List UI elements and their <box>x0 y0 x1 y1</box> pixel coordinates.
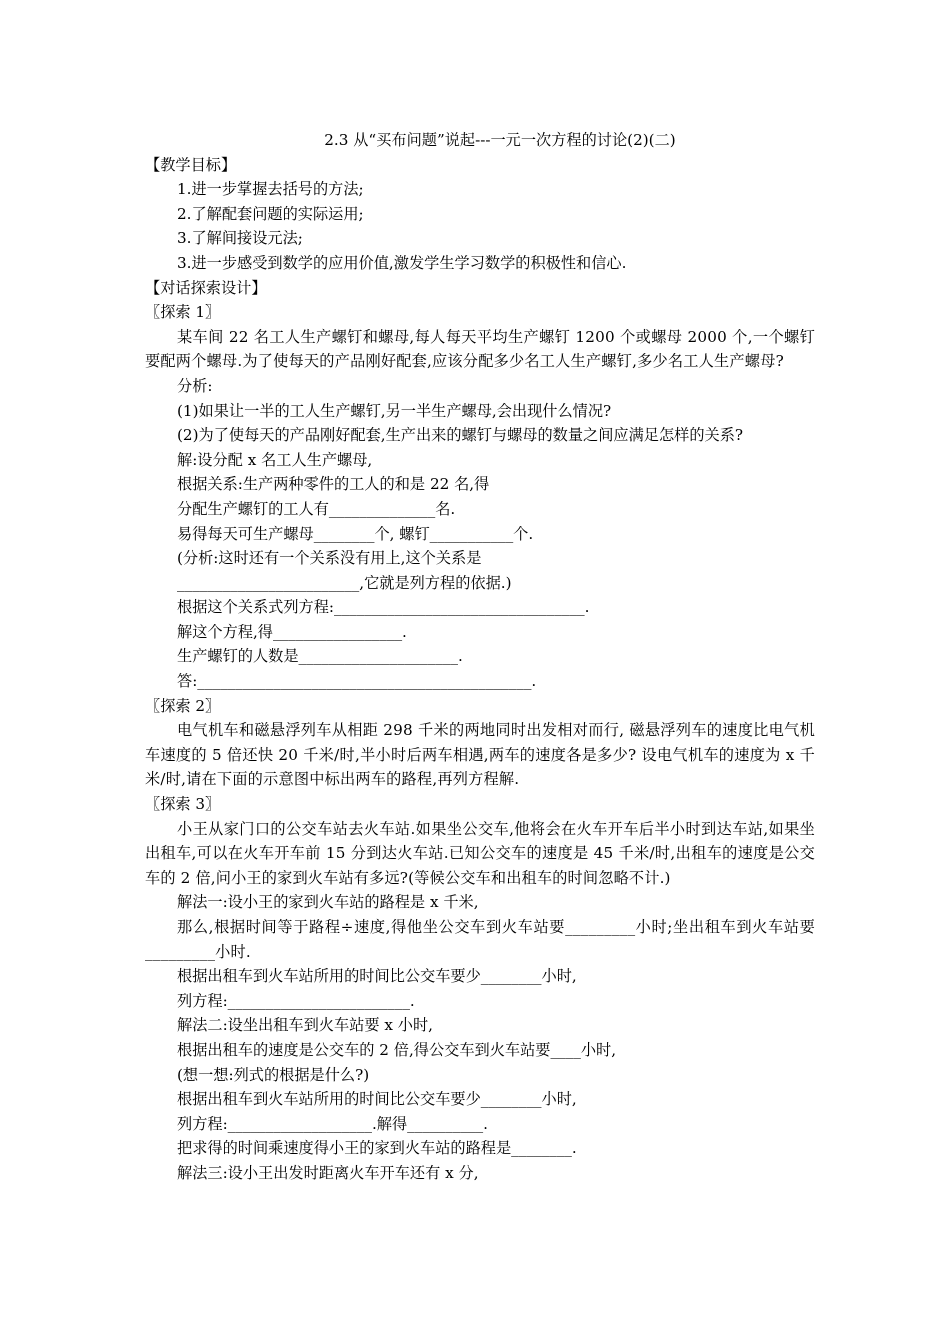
explore-2-label: 〖探索 2〗 <box>145 696 221 715</box>
explore-3-line: 解法二:设坐出租车到火车站要 x 小时, <box>177 1016 433 1035</box>
explore-2-problem: 电气机车和磁悬浮列车从相距 298 千米的两地同时出发相对而行, 磁悬浮列车的速度比电气机车速度的 5 倍还快 20 千米/时,半小时后两车相遇,两车的速度各是多少? 设电气机车的速度为 x 千米/时,请在下面的示意图中标出两车的路程,再列方程解. <box>145 721 815 789</box>
objective-item: 3.了解间接设元法; <box>177 229 303 248</box>
explore-3-label: 〖探索 3〗 <box>145 795 221 814</box>
explore-1-line: 根据关系:生产两种零件的工人的和是 22 名,得 <box>177 475 490 494</box>
explore-3-paragraph: 那么,根据时间等于路程÷速度,得他坐公交车到火车站要_________小时;坐出租车到火车站要_________小时. <box>145 918 815 961</box>
objective-item: 1.进一步掌握去括号的方法; <box>177 180 364 199</box>
explore-1-line: 根据这个关系式列方程:_________________________________. <box>177 598 590 617</box>
explore-1-line: 分析: <box>177 376 213 395</box>
section-heading-objectives: 【教学目标】 <box>145 155 237 174</box>
explore-1-line: 易得每天可生产螺母________个, 螺钉___________个. <box>177 524 534 543</box>
explore-3-line: 解法三:设小王出发时距离火车开车还有 x 分, <box>177 1163 479 1182</box>
explore-3-line: (想一想:列式的根据是什么?) <box>177 1065 370 1084</box>
objective-item: 2.了解配套问题的实际运用; <box>177 204 364 223</box>
explore-3-line: 列方程:___________________.解得__________. <box>177 1114 488 1133</box>
explore-3-line: 根据出租车到火车站所用的时间比公交车要少________小时, <box>177 1090 577 1109</box>
explore-3-line: 解法一:设小王的家到火车站的路程是 x 千米, <box>177 893 479 912</box>
explore-3-problem: 小王从家门口的公交车站去火车站.如果坐公交车,他将会在火车开车后半小时到达车站,如果坐出租车,可以在火车开车前 15 分到达火车站.已知公交车的速度是 45 千米/时,出租车的速度是公交车的 2 倍,问小王的家到火车站有多远?(等候公交车和出租车的时间忽略不计.) <box>145 819 815 887</box>
explore-3-line: 把求得的时间乘速度得小王的家到火车站的路程是________. <box>177 1139 577 1158</box>
explore-3-line: 根据出租车的速度是公交车的 2 倍,得公交车到火车站要____小时, <box>177 1040 617 1059</box>
explore-1-label: 〖探索 1〗 <box>145 303 221 322</box>
explore-1-line: 生产螺钉的人数是_____________________. <box>177 647 463 666</box>
explore-3-line: 列方程:________________________. <box>177 991 415 1010</box>
explore-1-line: 解这个方程,得_________________. <box>177 622 407 641</box>
explore-3-line: 根据出租车到火车站所用的时间比公交车要少________小时, <box>177 967 577 986</box>
explore-1-line: 答:____________________________________________. <box>177 672 537 691</box>
explore-1-line: (分析:这时还有一个关系没有用上,这个关系是 <box>177 549 482 568</box>
explore-1-line: 分配生产螺钉的工人有______________名. <box>177 499 456 518</box>
explore-1-line: ________________________,它就是列方程的依据.) <box>177 573 512 592</box>
explore-1-line: (2)为了使每天的产品刚好配套,生产出来的螺钉与螺母的数量之间应满足怎样的关系? <box>177 426 744 445</box>
document-page <box>145 128 815 1186</box>
section-heading-dialogue: 【对话探索设计】 <box>145 278 267 297</box>
objective-item: 3.进一步感受到数学的应用价值,激发学生学习数学的积极性和信心. <box>177 253 627 272</box>
explore-1-problem: 某车间 22 名工人生产螺钉和螺母,每人每天平均生产螺钉 1200 个或螺母 2000 个,一个螺钉要配两个螺母.为了使每天的产品刚好配套,应该分配多少名工人生产螺钉,多少名工人生产螺母? <box>145 327 815 371</box>
document-title: 2.3 从“买布问题”说起---一元一次方程的讨论(2)(二) <box>324 131 676 149</box>
explore-1-line: 解:设分配 x 名工人生产螺母, <box>177 450 373 469</box>
explore-1-line: (1)如果让一半的工人生产螺钉,另一半生产螺母,会出现什么情况? <box>177 401 612 420</box>
